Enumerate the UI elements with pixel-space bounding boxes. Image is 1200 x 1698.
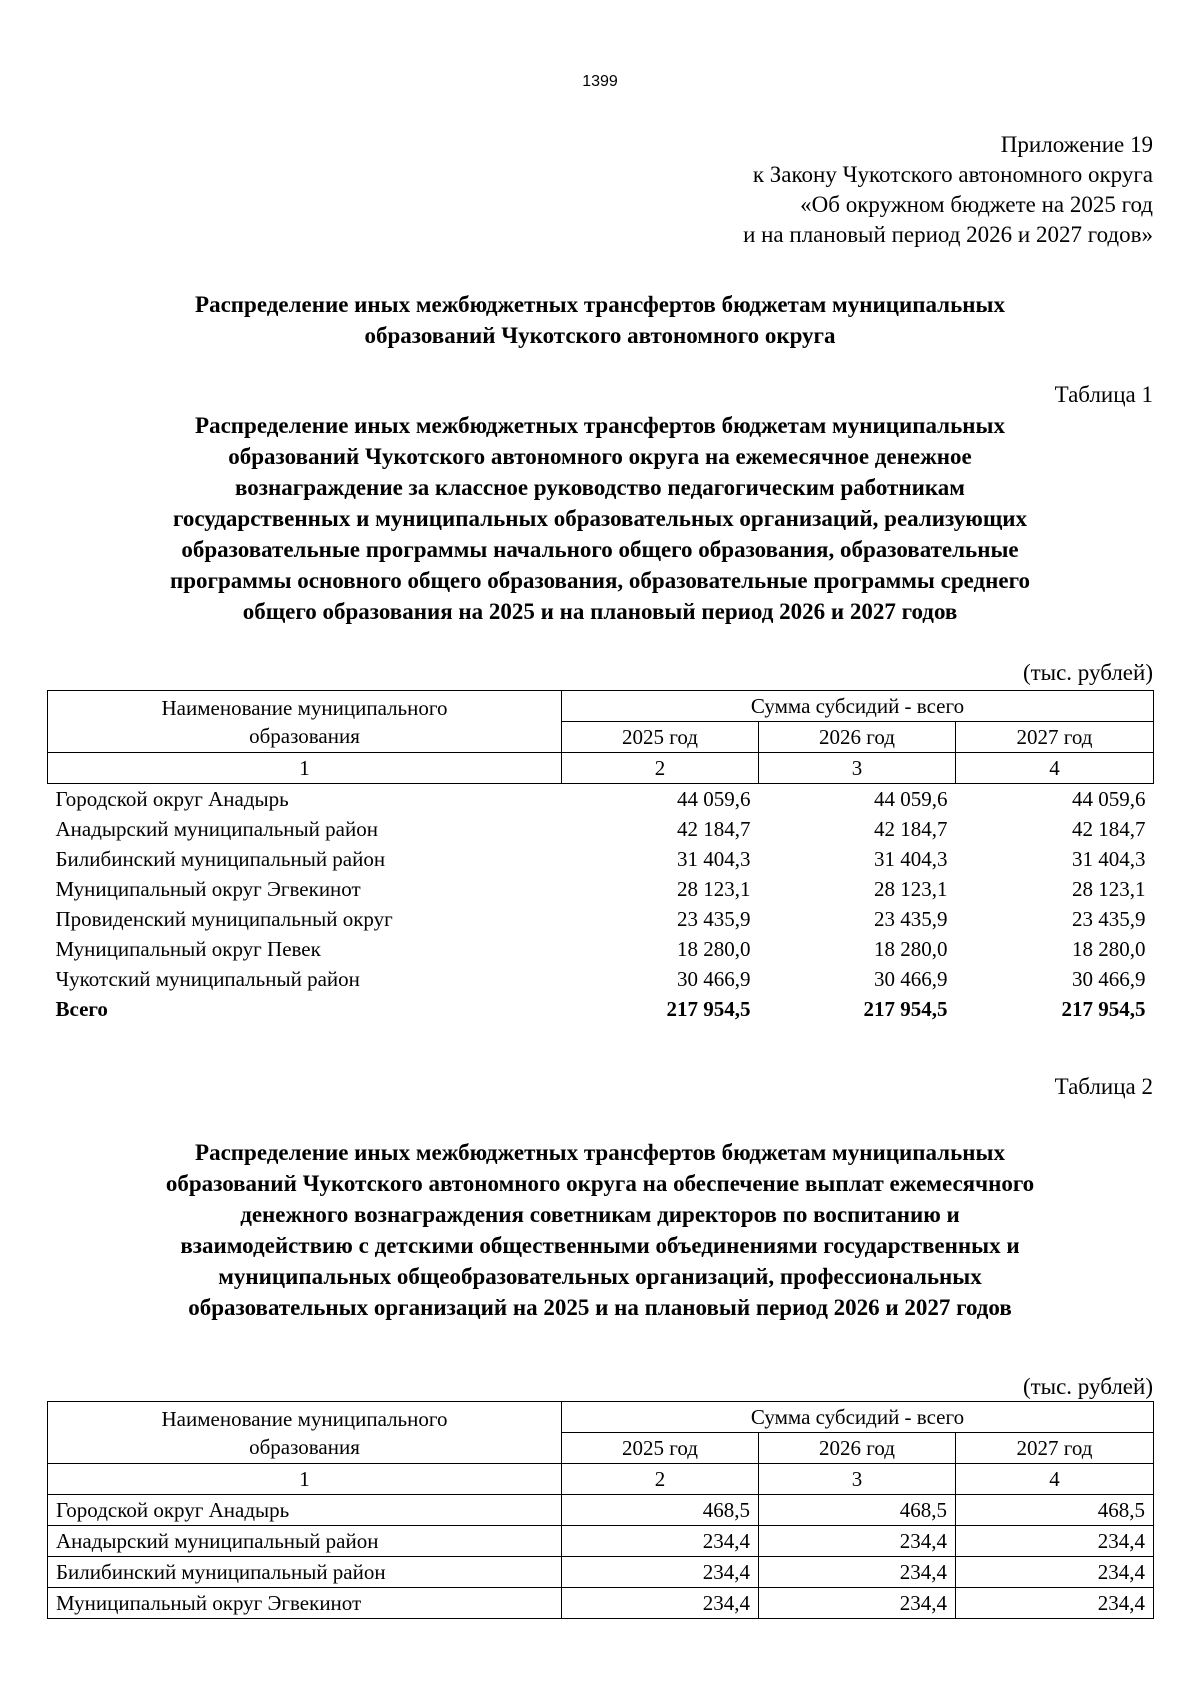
table1 xyxy=(47,690,1154,1024)
table1-title-line: Распределение иных межбюджетных трансфертов бюджетам муниципальных xyxy=(195,413,1005,438)
municipality-name: Анадырский муниципальный район xyxy=(48,1526,562,1557)
value-2027: 234,4 xyxy=(956,1588,1154,1619)
total-2027: 217 954,5 xyxy=(1061,996,1146,1021)
table1-title-line: образовательные программы начального общего образования, образовательные xyxy=(181,537,1019,562)
value-2025: 31 404,3 xyxy=(677,846,751,871)
table-total-row xyxy=(48,994,1154,1024)
value-2025: 44 059,6 xyxy=(677,786,751,811)
value-2025: 23 435,9 xyxy=(677,906,751,931)
table2-header-sum: Сумма субсидий - всего xyxy=(562,1402,1154,1433)
value-2026: 44 059,6 xyxy=(874,786,948,811)
appendix-reference xyxy=(743,130,1153,250)
table2-title xyxy=(40,1137,1160,1323)
value-2025: 28 123,1 xyxy=(677,876,751,901)
municipality-name: Муниципальный округ Певек xyxy=(55,936,321,961)
appendix-line: к Закону Чукотского автономного округа xyxy=(752,162,1153,187)
table-row xyxy=(48,874,1154,904)
table1-column-numbers-row xyxy=(48,753,1154,784)
municipality-name: Городской округ Анадырь xyxy=(48,1495,562,1526)
column-number: 3 xyxy=(759,753,956,784)
value-2027: 18 280,0 xyxy=(1072,936,1146,961)
table1-header-sum: Сумма субсидий - всего xyxy=(562,691,1154,722)
table1-title-line: государственных и муниципальных образовательных организаций, реализующих xyxy=(172,506,1028,531)
value-2025: 234,4 xyxy=(562,1588,759,1619)
value-2025: 42 184,7 xyxy=(677,816,751,841)
main-title-line: образований Чукотского автономного округа xyxy=(364,323,836,348)
table1-label: Таблица 1 xyxy=(1054,382,1153,407)
value-2026: 468,5 xyxy=(759,1495,956,1526)
total-label: Всего xyxy=(55,996,108,1021)
table-row xyxy=(48,964,1154,994)
municipality-name: Билибинский муниципальный район xyxy=(48,1557,562,1588)
column-number: 4 xyxy=(956,1464,1154,1495)
column-number: 1 xyxy=(48,753,562,784)
table2-header-year: 2027 год xyxy=(956,1433,1154,1464)
table2-header-row xyxy=(48,1402,1154,1433)
header-name-line: образования xyxy=(249,723,360,748)
table1-header-name xyxy=(48,691,562,753)
value-2026: 234,4 xyxy=(759,1588,956,1619)
table2-title-line: муниципальных общеобразовательных организаций, профессиональных xyxy=(218,1264,982,1289)
municipality-name: Городской округ Анадырь xyxy=(55,786,289,811)
municipality-name: Провиденский муниципальный округ xyxy=(55,906,393,931)
table2-column-numbers-row xyxy=(48,1464,1154,1495)
table1-header-year: 2026 год xyxy=(759,722,956,753)
value-2027: 234,4 xyxy=(956,1557,1154,1588)
value-2026: 234,4 xyxy=(759,1557,956,1588)
table1-title-line: вознаграждение за классное руководство педагогическим работникам xyxy=(235,475,965,500)
table-row xyxy=(48,1495,1154,1526)
header-name-line: Наименование муниципального xyxy=(161,695,448,720)
page-number: 1399 xyxy=(582,73,618,90)
value-2027: 42 184,7 xyxy=(1072,816,1146,841)
table2-title-line: Распределение иных межбюджетных трансфертов бюджетам муниципальных xyxy=(195,1140,1005,1165)
value-2026: 234,4 xyxy=(759,1526,956,1557)
table2-title-line: образовательных организаций на 2025 и на плановый период 2026 и 2027 годов xyxy=(188,1295,1012,1320)
table-row xyxy=(48,934,1154,964)
table2-header-year: 2025 год xyxy=(562,1433,759,1464)
table1-title-line: образований Чукотского автономного округа на ежемесячное денежное xyxy=(228,444,972,469)
table1-units: (тыс. рублей) xyxy=(1022,660,1153,685)
value-2025: 234,4 xyxy=(562,1526,759,1557)
main-title xyxy=(40,289,1160,351)
value-2026: 28 123,1 xyxy=(874,876,948,901)
municipality-name: Билибинский муниципальный район xyxy=(55,846,386,871)
table-row xyxy=(48,1588,1154,1619)
value-2025: 30 466,9 xyxy=(677,966,751,991)
table2-title-line: взаимодействию с детскими общественными объединениями государственных и xyxy=(180,1233,1020,1258)
table1-header-row xyxy=(48,691,1154,722)
table2-label: Таблица 2 xyxy=(1054,1074,1153,1099)
municipality-name: Муниципальный округ Эгвекинот xyxy=(55,876,361,901)
table2-units: (тыс. рублей) xyxy=(1022,1374,1153,1399)
table2-header-year: 2026 год xyxy=(759,1433,956,1464)
appendix-line: и на плановый период 2026 и 2027 годов» xyxy=(743,222,1153,247)
value-2027: 468,5 xyxy=(956,1495,1154,1526)
column-number: 2 xyxy=(562,1464,759,1495)
municipality-name: Анадырский муниципальный район xyxy=(55,816,378,841)
value-2027: 31 404,3 xyxy=(1072,846,1146,871)
table2-title-line: денежного вознаграждения советникам директоров по воспитанию и xyxy=(240,1202,960,1227)
table-row xyxy=(48,784,1154,815)
table2-header-name xyxy=(48,1402,562,1464)
municipality-name: Муниципальный округ Эгвекинот xyxy=(48,1588,562,1619)
header-name-line: образования xyxy=(249,1434,360,1459)
table-row xyxy=(48,844,1154,874)
table1-header-year: 2027 год xyxy=(956,722,1154,753)
value-2027: 23 435,9 xyxy=(1072,906,1146,931)
column-number: 2 xyxy=(562,753,759,784)
column-number: 1 xyxy=(48,1464,562,1495)
table-row xyxy=(48,1526,1154,1557)
column-number: 3 xyxy=(759,1464,956,1495)
table1-title-line: общего образования на 2025 и на плановый период 2026 и 2027 годов xyxy=(242,599,958,624)
value-2027: 234,4 xyxy=(956,1526,1154,1557)
value-2026: 31 404,3 xyxy=(874,846,948,871)
table1-title-line: программы основного общего образования, образовательные программы среднего xyxy=(169,568,1031,593)
value-2026: 42 184,7 xyxy=(874,816,948,841)
column-number: 4 xyxy=(956,753,1154,784)
table2-title-line: образований Чукотского автономного округа на обеспечение выплат ежемесячного xyxy=(165,1171,1035,1196)
value-2025: 468,5 xyxy=(562,1495,759,1526)
main-title-line: Распределение иных межбюджетных трансфертов бюджетам муниципальных xyxy=(195,292,1005,317)
table1-title xyxy=(40,410,1160,627)
total-2026: 217 954,5 xyxy=(863,996,948,1021)
table-row xyxy=(48,814,1154,844)
value-2026: 18 280,0 xyxy=(874,936,948,961)
appendix-line: Приложение 19 xyxy=(1000,132,1153,157)
table1-header-year: 2025 год xyxy=(562,722,759,753)
municipality-name: Чукотский муниципальный район xyxy=(55,966,360,991)
value-2027: 30 466,9 xyxy=(1072,966,1146,991)
table2 xyxy=(47,1401,1154,1619)
value-2026: 30 466,9 xyxy=(874,966,948,991)
value-2025: 234,4 xyxy=(562,1557,759,1588)
value-2026: 23 435,9 xyxy=(874,906,948,931)
header-name-line: Наименование муниципального xyxy=(161,1406,448,1431)
value-2027: 28 123,1 xyxy=(1072,876,1146,901)
value-2027: 44 059,6 xyxy=(1072,786,1146,811)
table-row xyxy=(48,904,1154,934)
total-2025: 217 954,5 xyxy=(666,996,751,1021)
value-2025: 18 280,0 xyxy=(677,936,751,961)
appendix-line: «Об окружном бюджете на 2025 год xyxy=(800,192,1153,217)
table-row xyxy=(48,1557,1154,1588)
